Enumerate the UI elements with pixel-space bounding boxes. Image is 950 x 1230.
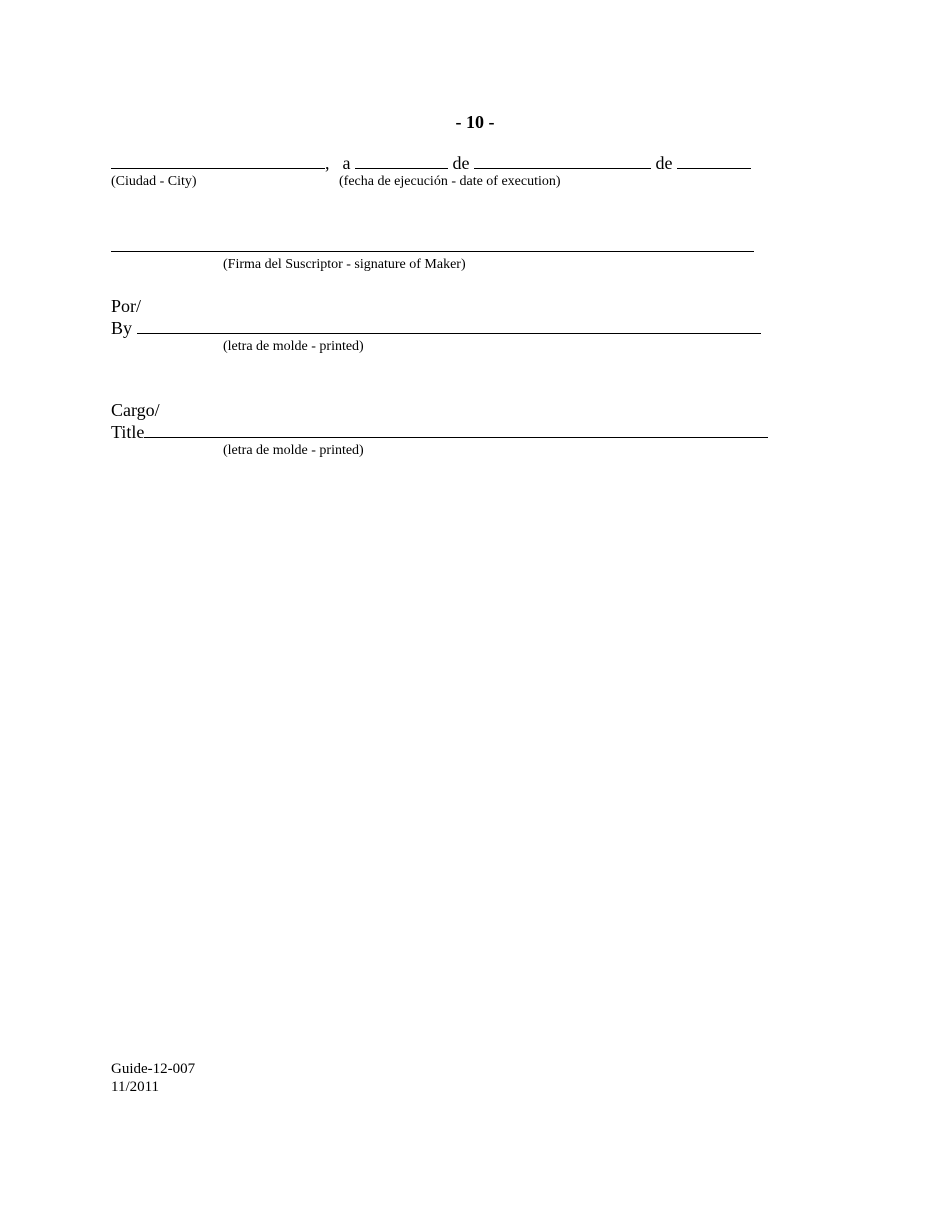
city-blank[interactable] [111,154,325,169]
footer-date: 11/2011 [111,1079,160,1095]
footer [111,1060,195,1096]
comma: , [325,153,330,173]
word-de-2: de [655,153,673,173]
year-blank[interactable] [677,154,751,169]
day-blank[interactable] [355,154,448,169]
month-blank[interactable] [474,154,651,169]
signature-caption: (Firma del Suscriptor - signature of Maker) [223,257,466,272]
date-caption: (fecha de ejecución - date of execution) [339,174,561,189]
by-line-row [111,318,761,339]
signature-blank[interactable] [111,237,754,252]
word-a: a [342,153,351,173]
page-number: - 10 - [455,112,495,132]
by-caption: (letra de molde - printed) [223,339,364,354]
signature-line-row [111,236,754,257]
word-de-1: de [452,153,470,173]
title-caption: (letra de molde - printed) [223,443,364,458]
by-blank[interactable] [137,319,761,334]
title-blank[interactable] [144,423,768,438]
title-line-row [111,422,768,443]
by-label-top: Por/ [111,296,142,316]
city-caption: (Ciudad - City) [111,174,197,189]
place-date-line [111,153,751,174]
by-label-bottom: By [111,318,133,338]
title-label-top: Cargo/ [111,400,160,420]
footer-guide: Guide-12-007 [111,1061,196,1077]
title-label-bottom: Title [111,422,145,442]
